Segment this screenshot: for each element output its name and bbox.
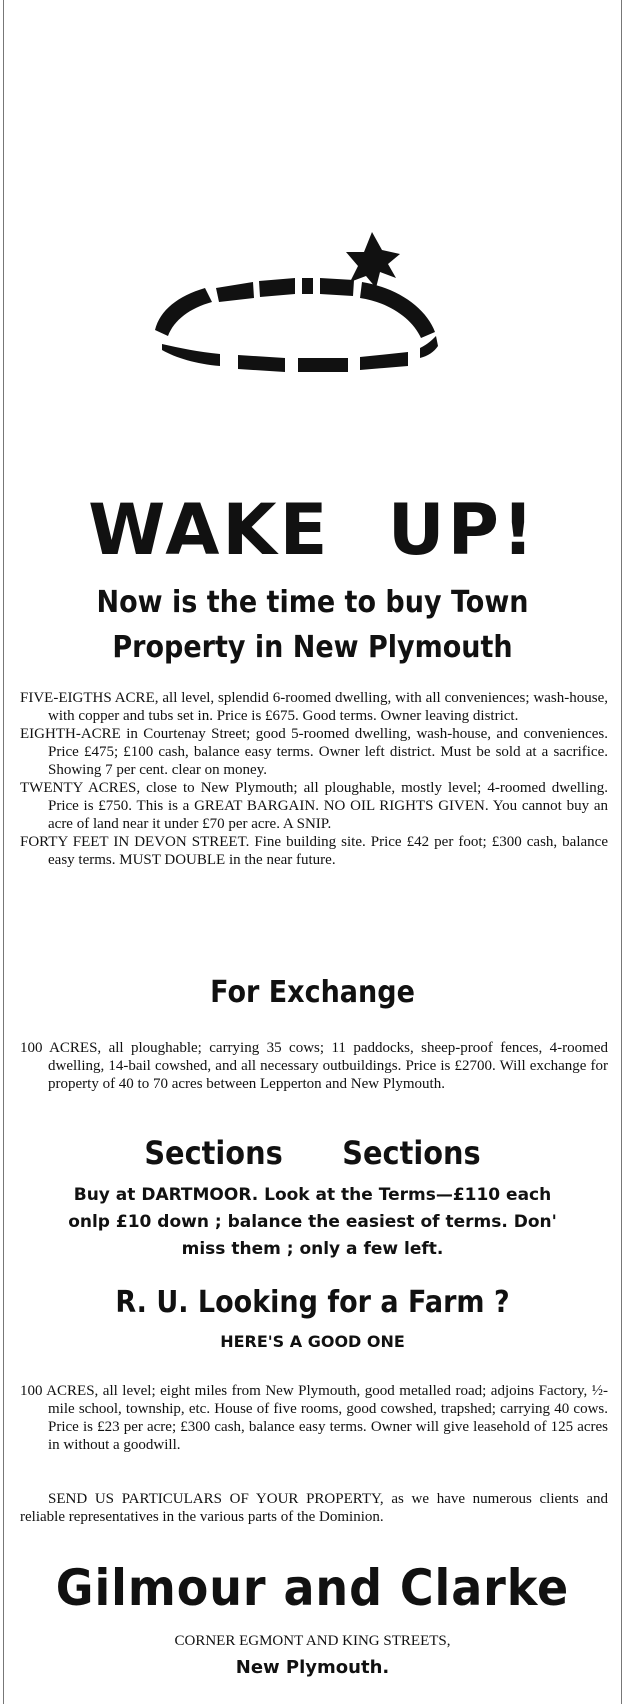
company-city: New Plymouth.	[235, 1657, 390, 1678]
exchange-paragraph: 100 ACRES, all ploughable; carrying 35 cows; 11 paddocks, sheep-proof fences, 4-roomed dwelling, 14-bail cowshed, and all necessary outbuildings. Price is £2700. Will exchange for property of 40 to 70 acres between Lepperton and New Plymouth.	[20, 1040, 608, 1092]
listing-paragraph: EIGHTH-ACRE in Courtenay Street; good 5-roomed dwelling, wash-house, and conveniences. Price £475; £100 cash, balance easy terms. Owner left district. Must be sold at a sacrifice. Showing 7 per cent. clear on money.	[20, 726, 608, 778]
listing-paragraph: FIVE-EIGTHS ACRE, all level, splendid 6-roomed dwelling, with all conveniences; wash-house, with copper and tubs set in. Price is £675. Good terms. Owner leaving district.	[20, 690, 608, 724]
subheadline-line-2: Property in New Plymouth	[112, 630, 513, 665]
right-border	[621, 0, 622, 1704]
listings-block	[20, 689, 608, 869]
headline: WAKE UP!	[88, 489, 537, 571]
subheadline	[31, 580, 594, 670]
sections-title: Sections Sections	[144, 1134, 481, 1172]
listing-paragraph: TWENTY ACRES, close to New Plymouth; all ploughable, mostly level; 4-roomed dwelling. Price is £750. This is a GREAT BARGAIN. NO OIL RIGHTS GIVEN. You cannot buy an acre of land near it under £70 per acre. A SNIP.	[20, 780, 608, 832]
sections-line-1: Buy at DARTMOOR. Look at the Terms—£110 each	[73, 1185, 552, 1205]
sections-line-2: onlp £10 down ; balance the easiest of terms. Don'	[68, 1212, 557, 1232]
exchange-block	[20, 1039, 608, 1093]
company-address: CORNER EGMONT AND KING STREETS,	[174, 1633, 451, 1649]
farm-title: R. U. Looking for a Farm ?	[115, 1285, 510, 1320]
sunrise-emblem-icon	[150, 232, 480, 397]
sections-line-3: miss them ; only a few left.	[181, 1239, 444, 1259]
listing-paragraph: FORTY FEET IN DEVON STREET. Fine building site. Price £42 per foot; £300 cash, balance easy terms. MUST DOUBLE in the near future.	[20, 834, 608, 868]
sections-body	[40, 1182, 585, 1263]
farm-block	[20, 1382, 608, 1454]
farm-paragraph: 100 ACRES, all level; eight miles from New Plymouth, good metalled road; adjoins Factory, ½-mile school, township, etc. House of five rooms, good cowshed, trapshed; carrying 40 cows. Price is £23 per acre; £300 cash, balance easy terms. Owner will give leasehold of 125 acres in without a goodwill.	[20, 1383, 608, 1453]
company-name: Gilmour and Clarke	[55, 1559, 570, 1617]
subheadline-line-1: Now is the time to buy Town	[96, 585, 529, 620]
send-block	[20, 1490, 608, 1526]
send-paragraph: SEND US PARTICULARS OF YOUR PROPERTY, as we have numerous clients and reliable representatives in the various parts of the Dominion.	[20, 1491, 608, 1525]
left-border	[3, 0, 4, 1704]
farm-subtitle: HERE'S A GOOD ONE	[220, 1332, 405, 1351]
exchange-title: For Exchange	[210, 975, 415, 1010]
